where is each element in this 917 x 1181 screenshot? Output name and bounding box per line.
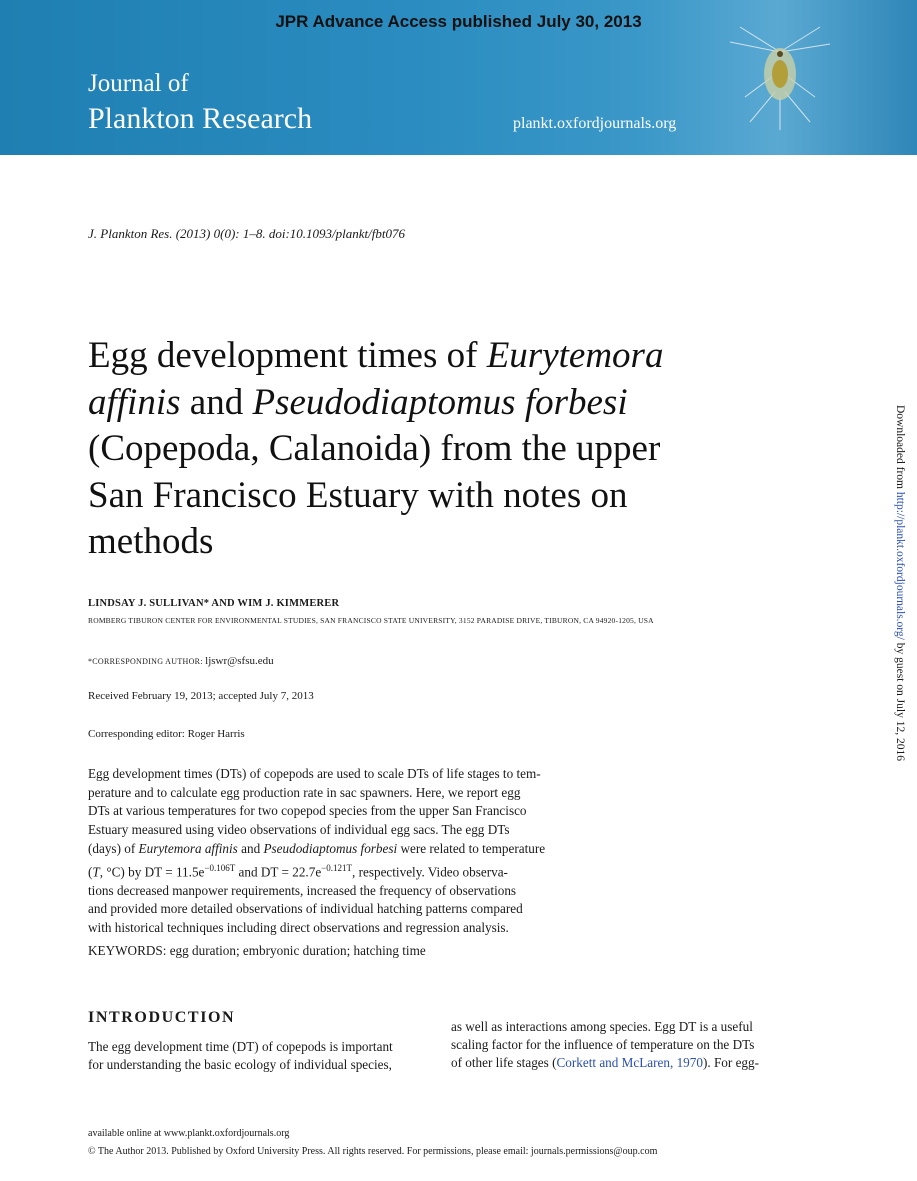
- intro-line: for understanding the basic ecology of individual species,: [88, 1057, 392, 1073]
- title-genus: Eurytemora: [486, 335, 664, 376]
- abstract-species: Pseudodiaptomus forbesi: [263, 840, 398, 856]
- journal-banner: [0, 0, 917, 155]
- corresponding-editor: Corresponding editor: Roger Harris: [88, 728, 245, 740]
- abstract-species: Eurytemora affinis: [138, 840, 238, 856]
- journal-title-line2: Plankton Research: [88, 102, 313, 135]
- abstract-line: tions decreased manpower requirements, increased the frequency of observations: [88, 882, 517, 898]
- abstract-text: (: [88, 863, 93, 879]
- intro-column-right: [451, 1018, 801, 1073]
- abstract-text: and: [237, 840, 264, 856]
- intro-column-left: [88, 1038, 436, 1074]
- abstract-line: [88, 840, 595, 859]
- abstract-line: DTs at various temperatures for two copepod species from the upper San Francisco: [88, 803, 527, 819]
- intro-text: of other life stages (: [451, 1055, 557, 1071]
- footer-copyright: © The Author 2013. Published by Oxford University Press. All rights reserved. For permissions, please email: journals.permissions@oup.com: [88, 1146, 658, 1157]
- copepod-illustration-icon: [720, 22, 840, 132]
- abstract-text: were related to temperature: [397, 840, 546, 856]
- title-text: Egg development times of: [88, 335, 487, 376]
- corresponding-email[interactable]: ljswr@sfsu.edu: [205, 655, 274, 667]
- download-watermark: [894, 405, 906, 761]
- watermark-link[interactable]: http://plankt.oxfordjournals.org/: [894, 491, 906, 640]
- intro-text: ). For egg-: [702, 1055, 760, 1071]
- intro-line: as well as interactions among species. Egg DT is a useful: [451, 1019, 753, 1034]
- title-line: (Copepoda, Calanoida) from the upper: [88, 428, 661, 469]
- corresponding-author: [88, 655, 274, 667]
- abstract-text: , °C) by DT = 11.5e: [99, 863, 205, 879]
- citation-link[interactable]: Corkett and McLaren, 1970: [556, 1055, 703, 1071]
- title-species: Pseudodiaptomus forbesi: [252, 381, 628, 423]
- footer-available-online: available online at www.plankt.oxfordjournals.org: [88, 1128, 290, 1139]
- abstract: [88, 765, 595, 938]
- abstract-line: and provided more detailed observations of individual hatching patterns compared: [88, 901, 523, 917]
- author-affiliation: ROMBERG TIBURON CENTER FOR ENVIRONMENTAL STUDIES, SAN FRANCISCO STATE UNIVERSITY, 3152 PARADISE DRIVE, TIBURON, CA 94920-1205, USA: [88, 616, 654, 625]
- author-list: LINDSAY J. SULLIVAN* AND WIM J. KIMMERER: [88, 598, 340, 609]
- title-line: methods: [88, 521, 214, 562]
- corresponding-label: *CORRESPONDING AUTHOR:: [88, 657, 206, 666]
- intro-line: [451, 1054, 801, 1072]
- abstract-variable: T: [92, 863, 100, 879]
- intro-line: scaling factor for the influence of temperature on the DTs: [451, 1037, 755, 1053]
- abstract-text: and DT = 22.7e: [235, 863, 322, 879]
- keywords: KEYWORDS: egg duration; embryonic duration; hatching time: [88, 943, 426, 958]
- abstract-line: Estuary measured using video observations of individual egg sacs. The egg DTs: [88, 822, 510, 838]
- title-species: affinis: [88, 381, 181, 423]
- abstract-exponent: −0.106T: [204, 862, 236, 873]
- abstract-text: , respectively. Video observa-: [352, 863, 508, 879]
- received-dates: Received February 19, 2013; accepted July 7, 2013: [88, 690, 314, 702]
- introduction-heading: INTRODUCTION: [88, 1009, 236, 1026]
- abstract-exponent: −0.121T: [321, 862, 352, 873]
- abstract-line: perature and to calculate egg production rate in sac spawners. Here, we report egg: [88, 784, 521, 800]
- abstract-line: [88, 859, 595, 882]
- watermark-text: Downloaded from: [894, 405, 906, 492]
- article-title: [88, 333, 788, 566]
- abstract-line: with historical techniques including direct observations and regression analysis.: [88, 920, 509, 936]
- title-text: and: [180, 381, 253, 423]
- journal-website[interactable]: plankt.oxfordjournals.org: [513, 115, 677, 132]
- journal-title-line1: Journal of: [88, 70, 189, 97]
- advance-access-notice: JPR Advance Access published July 30, 2013: [275, 12, 642, 31]
- abstract-line: Egg development times (DTs) of copepods are used to scale DTs of life stages to tem-: [88, 766, 541, 781]
- watermark-text: by guest on July 12, 2016: [894, 639, 906, 761]
- title-line: San Francisco Estuary with notes on: [88, 474, 628, 516]
- intro-line: The egg development time (DT) of copepods is important: [88, 1039, 393, 1054]
- citation-line: J. Plankton Res. (2013) 0(0): 1–8. doi:10.1093/plankt/fbt076: [88, 226, 406, 241]
- abstract-text: (days) of: [88, 840, 139, 856]
